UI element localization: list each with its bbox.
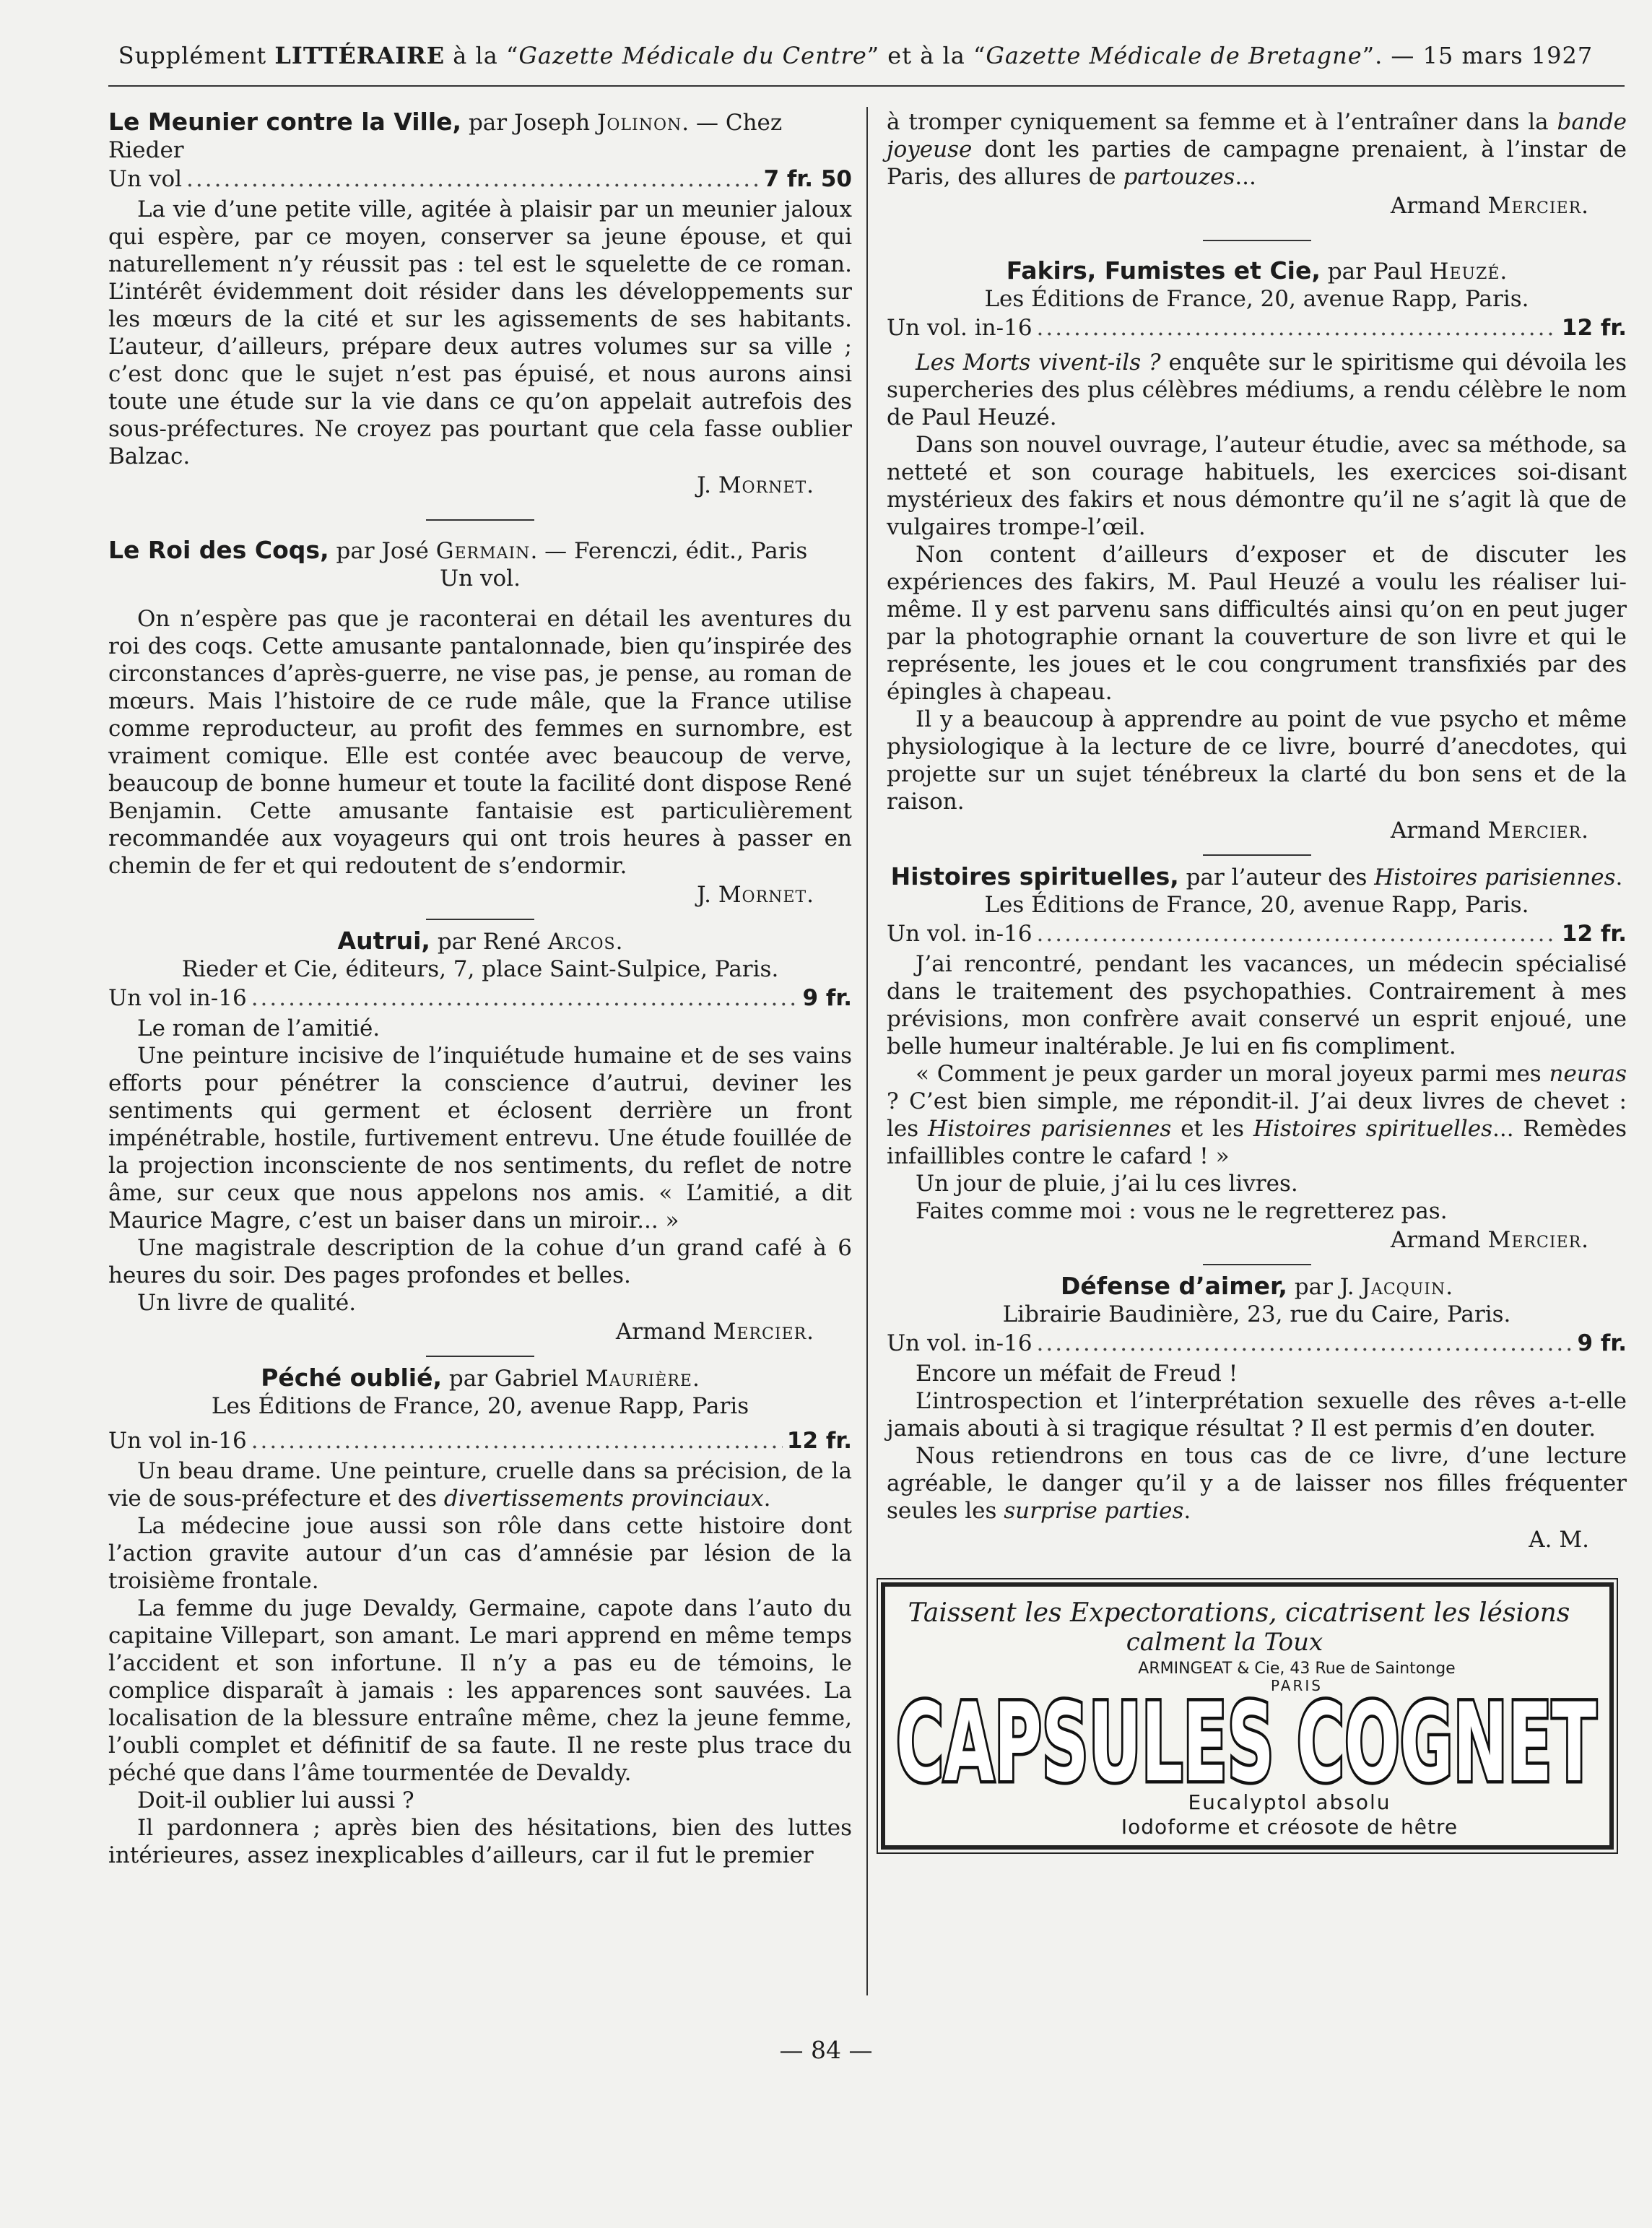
text-run: ? C’est bien simple, me répondit-il. J’ai deux livres de chevet : les xyxy=(887,1088,1627,1142)
heading-period: . xyxy=(1615,864,1623,890)
review-heading xyxy=(108,927,852,955)
price: 12 fr. xyxy=(786,1428,852,1454)
advertisement-art xyxy=(885,1587,1609,1845)
text-run: et les xyxy=(1171,1116,1253,1142)
review-paragraph: La femme du juge Devaldy, Germaine, capote dans l’auto du capitaine Villepart, son amant. Le mari apprend en même temps l’accident et son infortune. Il n’y a pas eu de témoins, le complice disparaît à jamais : les apparences sont sauvées. La localisation de la blessure entraîne même, chez la jeune femme, l’oubli complet et définitif de sa faute. Il ne reste plus trace du péché que dans l’âme tourmentée de Devaldy. xyxy=(108,1595,852,1786)
signature-name: Mercier. xyxy=(713,1319,814,1345)
text-run: Un beau drame. Une peinture, cruelle dans sa précision, de la vie de sous-préfecture et des xyxy=(108,1458,852,1512)
review-peche-oublie xyxy=(108,1364,852,1869)
review-paragraph: Encore un méfait de Freud ! xyxy=(916,1361,1238,1387)
author-prefix: par José xyxy=(336,538,429,564)
signature-first-name: Armand xyxy=(1390,818,1481,844)
signature-name: Mercier. xyxy=(1487,818,1589,844)
author-name: Heuzé xyxy=(1429,259,1500,285)
leader-dots xyxy=(251,1427,783,1455)
review-fakirs xyxy=(887,257,1627,844)
publisher: Les Éditions de France, 20, avenue Rapp, Paris. xyxy=(984,892,1529,918)
italic-text: Histoires parisiennes xyxy=(928,1116,1172,1142)
signature-name: Mornet. xyxy=(718,882,814,908)
volume-label: Un vol. in-16 xyxy=(887,315,1032,341)
review-paragraph xyxy=(887,1060,1627,1170)
text-run: . xyxy=(1183,1498,1191,1524)
publisher: . — Chez Rieder xyxy=(108,110,783,163)
review-heading xyxy=(108,537,852,565)
review-heading xyxy=(108,1364,852,1392)
italic-text: Histoires spirituelles xyxy=(1253,1116,1493,1142)
ad-city: PARIS xyxy=(1271,1677,1323,1694)
volume-label: Un vol. in-16 xyxy=(887,921,1032,947)
column-divider xyxy=(866,107,868,1995)
section-separator xyxy=(1203,240,1311,241)
leader-dots xyxy=(251,984,799,1012)
price: 9 fr. xyxy=(802,985,852,1011)
volume-label: Un vol. xyxy=(440,565,521,591)
review-peche-oublie-continued xyxy=(887,108,1627,220)
signature xyxy=(887,192,1627,220)
ad-ingredient-2: Iodoforme et créosote de hêtre xyxy=(1121,1815,1458,1839)
author-prefix: par Gabriel xyxy=(448,1366,578,1392)
italic-text: Histoires parisiennes xyxy=(1374,864,1616,890)
text-run: « Comment je peux garder un moral joyeux parmi mes xyxy=(916,1061,1549,1087)
review-paragraph: On n’espère pas que je raconterai en détail les aventures du roi des coqs. Cette amusante pantalonnade, bien qu’inspirée des circonstances d’après-guerre, ne vise pas, je pense, au roman de mœurs. Mais l’histoire de ce rude mâle, que la France utilise comme reproducteur, au profit des femmes en surnombre, est vraiment comique. Elle est contée avec beaucoup de verve, beaucoup de bonne humeur et toute la facilité dont dispose René Benjamin. Cette amusante fantaisie est particulièrement recommandée aux voyageurs qui ont trois heures à passer en chemin de fer et qui redoutent de s’endormir. xyxy=(108,606,852,879)
review-paragraph: Il pardonnera ; après bien des hésitations, bien des luttes intérieures, assez inexplicables d’ailleurs, car il fut le premier xyxy=(108,1815,852,1868)
review-roi-des-coqs xyxy=(108,537,852,909)
price-line xyxy=(108,984,852,1012)
price-line xyxy=(887,314,1627,342)
publisher: Rieder et Cie, éditeurs, 7, place Saint-Sulpice, Paris. xyxy=(181,956,779,982)
text-run: ... Remèdes infaillibles contre le cafard ! » xyxy=(887,1116,1627,1169)
capsules-cognet-advertisement xyxy=(881,1582,1614,1850)
review-paragraph: La médecine joue aussi son rôle dans cette histoire dont l’action gravite autour d’un cas d’amnésie par lésion de la troisième frontale. xyxy=(108,1513,852,1594)
leader-dots xyxy=(1037,314,1557,342)
leader-dots xyxy=(186,165,760,193)
volume-label: Un vol in-16 xyxy=(108,1428,247,1454)
leader-dots xyxy=(1037,1330,1573,1357)
section-separator xyxy=(1203,1264,1311,1265)
review-paragraph: Non content d’ailleurs d’exposer et de discuter les expériences des fakirs, M. Paul Heuzé a voulu les réaliser lui-même. Il y est parvenu sans difficultés ainsi qu’on en peut juger par la photographie ornant la couverture de son livre et qui le représente, les joues et le cou congrument transfixiés par des épingles à chapeau. xyxy=(887,542,1627,705)
review-heading xyxy=(887,257,1627,285)
header-supplement: LITTÉRAIRE xyxy=(274,42,445,69)
section-separator xyxy=(426,1356,534,1357)
signature-initial: J. xyxy=(697,472,711,498)
volume-label: Un vol in-16 xyxy=(108,985,247,1011)
author-prefix: par J. xyxy=(1294,1274,1355,1300)
book-title: Autrui, xyxy=(337,927,430,955)
review-histoires-spirituelles xyxy=(887,863,1627,1254)
book-title: Le Meunier contre la Ville, xyxy=(108,108,462,136)
review-paragraph: Dans son nouvel ouvrage, l’auteur étudie, avec sa méthode, sa netteté et son courage habituels, les exercices soi-disant mystérieux des fakirs et nous démontre qu’il ne s’agit là que de vulgaires trompe-l’œil. xyxy=(887,432,1627,540)
signature xyxy=(108,881,852,909)
section-separator xyxy=(426,919,534,920)
review-heading xyxy=(108,108,852,164)
price-line xyxy=(887,1330,1627,1357)
signature-first-name: Armand xyxy=(1390,1227,1481,1253)
price-line xyxy=(887,920,1627,948)
review-paragraph xyxy=(887,108,1627,191)
author-name: Germain xyxy=(435,538,531,564)
italic-text: neuras xyxy=(1549,1061,1627,1087)
header-rule xyxy=(108,85,1625,87)
heading-period: . xyxy=(1500,259,1508,285)
italic-text: partouzes xyxy=(1123,164,1235,190)
review-paragraph: Il y a beaucoup à apprendre au point de vue psycho et même physiologique à la lecture de ce livre, bourré d’anecdotes, qui projette sur un sujet ténébreux la clarté du bon sens et de la raison. xyxy=(887,706,1627,815)
running-head xyxy=(108,42,1603,69)
price-line xyxy=(108,1427,852,1455)
review-paragraph: Le roman de l’amitié. xyxy=(137,1015,381,1041)
author-prefix: par Joseph xyxy=(468,110,591,136)
italic-text: surprise parties xyxy=(1004,1498,1184,1524)
publisher: Les Éditions de France, 20, avenue Rapp, Paris. xyxy=(984,286,1529,312)
heading-period: . xyxy=(615,929,623,955)
left-column xyxy=(108,108,852,1869)
review-paragraph: J’ai rencontré, pendant les vacances, un médecin spécialisé dans le traitement des psychopathies. Contrairement à mes prévisions, mon confrère avait conservé un esprit enjoué, une belle humeur inaltérable. Je lui en fis compliment. xyxy=(887,951,1627,1059)
ad-tagline: Taissent les Expectorations, cicatrisent les lésions xyxy=(908,1598,1570,1628)
review-autrui xyxy=(108,927,852,1345)
leader-dots xyxy=(1037,920,1557,948)
header-connector-2: ” et à la “ xyxy=(866,42,986,69)
signature-initial: J. xyxy=(697,882,711,908)
header-date: ”. — 15 mars 1927 xyxy=(1362,42,1594,69)
review-paragraph: Faites comme moi : vous ne le regretterez pas. xyxy=(916,1198,1448,1224)
page-number: — 84 — xyxy=(779,2036,873,2064)
text-run: dont les parties de campagne prenaient, à l’instar de Paris, des allures de xyxy=(887,136,1627,190)
italic-text: Les Morts vivent-ils ? xyxy=(916,350,1161,376)
header-prefix: Supplément xyxy=(118,42,267,69)
review-defense-d-aimer xyxy=(887,1273,1627,1553)
signature-name: Mercier. xyxy=(1487,1227,1589,1253)
author-prefix: par René xyxy=(437,929,541,955)
author-name: Maurière xyxy=(585,1366,692,1392)
signature-name: Mornet. xyxy=(718,472,814,498)
volume-label: Un vol. in-16 xyxy=(887,1330,1032,1356)
price: 9 fr. xyxy=(1577,1330,1627,1356)
author-name: Jolinon xyxy=(596,110,682,136)
section-separator xyxy=(1203,854,1311,856)
review-paragraph: Doit-il oublier lui aussi ? xyxy=(137,1787,414,1813)
review-paragraph: L’introspection et l’interprétation sexuelle des rêves a-t-elle jamais abouti à si tragique résultat ? Il est permis d’en douter. xyxy=(887,1388,1627,1442)
signature-name: Mercier. xyxy=(1487,193,1589,219)
review-paragraph: La vie d’une petite ville, agitée à plaisir par un meunier jaloux qui espère, par ce moyen, conserver sa jeune épouse, et qui naturellement n’y réussit pas : tel est le squelette de ce roman. L’intérêt évidemment doit résider dans les développements sur les mœurs de la cité et sur les agissements de ses habitants. L’auteur, d’ailleurs, prépare deux autres volumes sur sa ville ; c’est donc que le sujet n’est pas épuisé, et nous aurons ainsi toute une étude sur la vie dans ce qu’on appelait autrefois des sous-préfectures. Ne croyez pas pourtant que cela fasse oublier Balzac. xyxy=(108,196,852,469)
review-paragraph xyxy=(887,1442,1627,1525)
signature xyxy=(887,1226,1627,1254)
text-run: à tromper cyniquement sa femme et à l’entraîner dans la xyxy=(887,109,1557,135)
italic-text: divertissements provinciaux xyxy=(443,1486,764,1512)
price-line xyxy=(108,165,852,193)
heading-period: . xyxy=(1446,1274,1453,1300)
author-prefix: par Paul xyxy=(1327,259,1422,285)
book-title: Histoires spirituelles, xyxy=(890,862,1179,890)
book-title: Le Roi des Coqs, xyxy=(108,536,329,564)
review-meunier xyxy=(108,108,852,499)
book-title: Péché oublié, xyxy=(261,1364,443,1392)
author-prefix: par l’auteur des xyxy=(1186,864,1368,890)
text-run: Nous retiendrons en tous cas de ce livre, d’une lecture agréable, le danger qu’il y a de laisser nos filles fréquenter seules les xyxy=(887,1443,1627,1524)
author-name: Jacquin xyxy=(1361,1274,1446,1300)
ad-ingredient-1: Eucalyptol absolu xyxy=(1188,1790,1391,1814)
publisher: . — Ferenczi, édit., Paris xyxy=(530,538,808,564)
signature: A. M. xyxy=(1529,1527,1589,1553)
review-paragraph: Un livre de qualité. xyxy=(137,1290,357,1316)
book-title: Fakirs, Fumistes et Cie, xyxy=(1006,256,1321,285)
signature xyxy=(108,1318,852,1345)
ad-maker-address: ARMINGEAT & Cie, 43 Rue de Saintonge xyxy=(1138,1660,1456,1678)
ad-tagline-calms: calment la Toux xyxy=(1126,1628,1323,1657)
price: 12 fr. xyxy=(1561,315,1627,341)
signature xyxy=(108,472,852,499)
price: 7 fr. 50 xyxy=(763,166,852,192)
review-paragraph: Une magistrale description de la cohue d’un grand café à 6 heures du soir. Des pages profondes et belles. xyxy=(108,1235,852,1288)
review-paragraph: Une peinture incisive de l’inquiétude humaine et de ses vains efforts pour pénétrer la conscience d’autrui, deviner les sentiments qui germent et éclosent derrière un front impénétrable, hostile, furtivement entrevu. Une étude fouillée de la projection inconsciente de nos sentiments, du reflet de notre âme, sur ceux que nous appelons nos amis. « L’amitié, a dit Maurice Magre, c’est un baiser dans un miroir... » xyxy=(108,1043,852,1234)
signature xyxy=(887,817,1627,844)
review-heading xyxy=(887,1273,1627,1301)
signature-first-name: Armand xyxy=(1390,193,1481,219)
price: 12 fr. xyxy=(1561,921,1627,947)
heading-period: . xyxy=(692,1366,700,1392)
review-paragraph: Un jour de pluie, j’ai lu ces livres. xyxy=(916,1171,1298,1197)
publisher: Librairie Baudinière, 23, rue du Caire, Paris. xyxy=(1002,1301,1511,1327)
header-gazette-bretagne: Gazette Médicale de Bretagne xyxy=(986,42,1362,69)
book-title: Défense d’aimer, xyxy=(1060,1272,1287,1300)
publisher: Les Éditions de France, 20, avenue Rapp, Paris xyxy=(211,1393,749,1419)
review-heading xyxy=(887,863,1627,891)
header-gazette-centre: Gazette Médicale du Centre xyxy=(518,42,867,69)
italic-text: bande joyeuse xyxy=(887,109,1627,162)
author-name: Arcos xyxy=(547,929,616,955)
section-separator xyxy=(426,519,534,521)
right-column xyxy=(887,108,1627,1850)
header-connector-1: à la “ xyxy=(453,42,519,69)
review-paragraph xyxy=(108,1457,852,1512)
signature-first-name: Armand xyxy=(615,1319,706,1345)
text-run: ... xyxy=(1235,164,1256,190)
text-run: enquête sur le spiritisme qui dévoila les supercheries des plus célèbres médiums, a rendu célèbre le nom de Paul Heuzé. xyxy=(887,350,1627,430)
volume-label: Un vol xyxy=(108,166,183,192)
review-paragraph xyxy=(887,349,1627,431)
text-run: . xyxy=(763,1486,771,1512)
ad-brand-wordmark: CAPSULES COGNET xyxy=(896,1681,1596,1806)
